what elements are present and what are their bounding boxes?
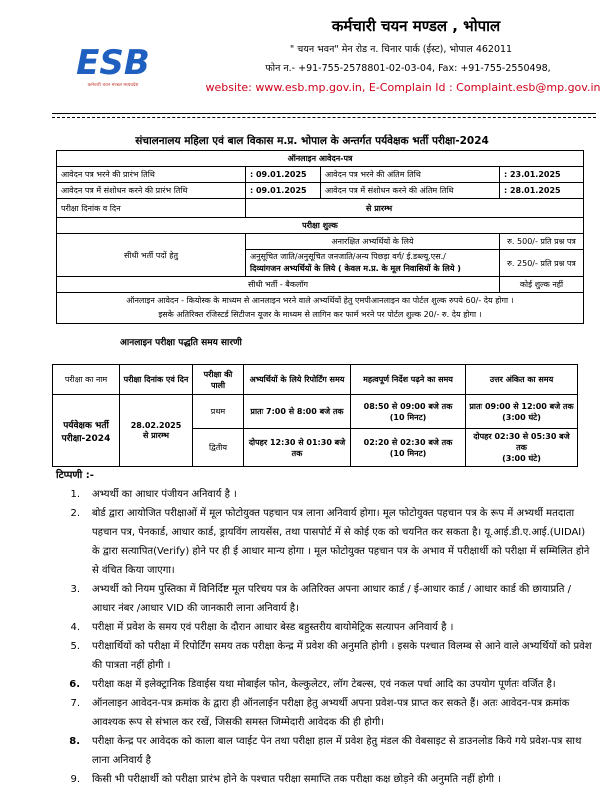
fee-unreserved: अनारक्षित अभ्यर्थियों के लिये <box>246 234 500 250</box>
shift-1-instr-duration: (10 मिनट) <box>389 412 427 422</box>
exam-day-value: से प्रारम्भ <box>246 199 584 218</box>
col-shift: परीक्षा की पाली <box>193 365 244 395</box>
fee-note-2: इसके अतिरिक्त रजिस्टर्ड सिटीजन यूजर के माध्यम से लागिन कर फार्म भरने पर पोर्टल शुल्क 20/- रु. देय होगा । <box>158 310 482 319</box>
col-instructions: महत्वपूर्ण निर्देश पढ़ने का समय <box>351 365 466 395</box>
fee-reserved-amount: रु. 250/- प्रति प्रश्न पत्र <box>500 250 584 277</box>
col-exam-name: परीक्षा का नाम <box>53 365 120 395</box>
last-date-value: : 23.01.2025 <box>500 167 584 183</box>
org-website: website: www.esb.mp.gov.in, E-Complain Id : Complaint.esb@mp.gov.in <box>205 81 601 94</box>
start-date-value: : 09.01.2025 <box>246 167 321 183</box>
exam-date-suffix: से प्रारम्भ <box>142 430 170 440</box>
edit-last-value: : 28.01.2025 <box>500 183 584 199</box>
note-item: 7. ऑनलाइन आवेदन-पत्र क्रमांक के द्वारा ही ऑनलाईन परीक्षा हेतु अभ्यर्थी अपना प्रवेश-पत्र प्राप्त कर सकते हैं। अतः आवेदन-पत्र क्रमांक आवश्यक रूप से संभाल कर रखें, जिसकी समस्त जिम्मेदारी आवेदक की ही होगी। <box>70 698 570 728</box>
esb-logo <box>72 36 154 90</box>
shift-1-answer-duration: (3:00 घंटे) <box>502 412 541 422</box>
note-item: 2. बोर्ड द्वारा आयोजित परीक्षाओं में मूल फोटोयुक्त पहचान पत्र लाना अनिवार्य होगा। मूल फोटोयुक्त पहचान पत्र के रूप में अभ्यर्थी मतदाता पहचान पत्र, पेनकार्ड, आधार कार्ड, ड्रायविंग लायसेंस, तथा पासपोर्ट में से कोई एक को चयनित कर सकता है। यू.आई.डी.ए.आई.(UIDAI) के द्वारा सत्यापित(Verify) होने पर ही ई आधार मान्य होगा । मूल फोटोयुक्त पहचान पत्र के अभाव में परीक्षार्थी को परीक्षा में सम्मिलित होने से वंचित किया जाएगा। <box>70 508 590 576</box>
fee-reserved: अनुसूचित जाति/अनुसूचित जनजाति/अन्य पिछड़ा वर्ग/ ई.डब्ल्यू.एस./ <box>250 252 446 261</box>
col-reporting: अभ्यर्थियों के लिये रिपोर्टिंग समय <box>244 365 351 395</box>
shift-2-instr-duration: (10 मिनट) <box>389 448 427 458</box>
fee-backlog: सीधी भर्ती - बैकलॉग <box>57 277 500 293</box>
shift-2-instr: 02:20 से 02:30 बजे तक <box>363 437 453 447</box>
edit-start-value: : 09.01.2025 <box>246 183 321 199</box>
fee-heading: परीक्षा शुल्क <box>57 218 584 234</box>
exam-day-label: परीक्षा दिनांक व दिन <box>57 199 246 218</box>
logo-text: ESB <box>76 43 150 83</box>
shift-1-report: प्रातः 7:00 से 8:00 बजे तक <box>244 395 351 429</box>
application-fee-table <box>56 150 584 324</box>
fee-category: सीधी भर्ती पदों हेतु <box>57 234 246 277</box>
shift-1-answer: प्रातः 09:00 से 12:00 बजे तक <box>469 401 574 411</box>
org-address: " चयन भवन" मेन रोड न. चिनार पार्क (ईस्ट), भोपाल 462011 <box>289 44 513 55</box>
col-exam-date: परीक्षा दिनांक एवं दिन <box>120 365 193 395</box>
schedule-heading: आनलाइन परीक्षा पद्धति समय सारणी <box>120 338 242 348</box>
schedule-table <box>52 364 578 467</box>
fee-unreserved-amount: रु. 500/- प्रति प्रश्न पत्र <box>500 234 584 250</box>
fee-note-1: ऑनलाइन आवेदन - कियोस्क के माध्यम से आनलाइन भरने वाले अभ्यर्थियों हेतु एमपीआनलाइन का पोर्टल शुल्क रुपये 60/- देय होगा । <box>126 296 514 305</box>
shift-2-answer-duration: (3:00 घंटे) <box>502 454 541 463</box>
exam-date: 28.02.2025 <box>130 420 182 430</box>
shift-2-answer: दोपहर 02:30 से 05:30 बजे तक <box>473 432 570 452</box>
notes-section <box>52 466 592 789</box>
notice-title: संचालनालय महिला एवं बाल विकास म.प्र. भोपाल के अन्तर्गत पर्यवेक्षक भर्ती परीक्षा-2024 <box>135 135 489 147</box>
shift-1-instr: 08:50 से 09:00 बजे तक <box>363 401 453 411</box>
org-name: कर्मचारी चयन मण्डल , भोपाल <box>331 17 501 35</box>
note-item: 8. परीक्षा केन्द्र पर आवेदक को काला बाल प्वाईट पेन तथा परीक्षा हाल में प्रवेश हेतु मंडल की वेबसाइट से डाउनलोड किये गये प्रवेश-पत्र साथ लाना अनिवार्य है <box>69 736 582 766</box>
note-item: 6. परीक्षा कक्ष में इलेक्ट्रानिक डिवाईस यथा मोबाईल फोन, केल्कुलेटर, लॉग टेबल्स, एवं नकल पर्चा आदि का उपयोग पूर्णतः वर्जित है। <box>69 679 556 690</box>
letterhead <box>186 16 606 94</box>
start-date-label: आवेदन पत्र भरने की प्रारंभ तिथि <box>57 167 246 183</box>
note-item: 9. किसी भी परीक्षार्थी को परीक्षा प्रारंभ होने के पश्चात परीक्षा समाप्ति तक परीक्षा कक्ष छोड़ने की अनुमति नहीं होगी । <box>70 774 501 785</box>
shift-1-name: प्रथम <box>193 395 244 429</box>
shift-2-report: दोपहर 12:30 से 01:30 बजे तक <box>244 429 351 467</box>
shift-2-name: द्वितीय <box>193 429 244 467</box>
application-heading: ऑनलाइन आवेदन-पत्र <box>57 151 584 167</box>
note-item: 1. अभ्यर्थी का आधार पंजीयन अनिवार्य है । <box>70 489 237 500</box>
edit-last-label: आवेदन पत्र में संशोधन करने की अंतिम तिथि <box>321 183 500 199</box>
note-item: 4. परीक्षा में प्रवेश के समय एवं परीक्षा के दौरान आधार बेस्ड बहुस्तरीय बायोमेट्रिक सत्यापन अनिवार्य है । <box>70 622 454 633</box>
col-answer: उत्तर अंकित का समय <box>466 365 578 395</box>
note-item: 3. अभ्यर्थी को नियम पुस्तिका में विनिर्दिष्ट मूल परिचय पत्र के अतिरिक्त अपना आधार कार्ड / ई-आधार कार्ड / आधार कार्ड की छायाप्रति /आधार नंबर /आधार VID की जानकारी लाना अनिवार्य है। <box>70 584 571 614</box>
note-item: 5. परीक्षार्थियों को परीक्षा में रिपोर्टिंग समय तक परीक्षा केन्द्र में प्रवेश की अनुमति होगी । इसके पश्चात विलम्ब से आने वाले अभ्यर्थियों को प्रवेश की पात्रता नहीं होगी । <box>70 641 592 671</box>
divider-dashed <box>52 117 596 118</box>
fee-reserved-2: दिव्यांगजन अभ्यर्थियों के लिये ( केवल म.प्र. के मूल निवासियों के लिये ) <box>250 264 461 273</box>
fee-backlog-amount: कोई शुल्क नहीं <box>500 277 584 293</box>
edit-start-label: आवेदन पत्र में संशोधन करने की प्रारंभ तिथि <box>57 183 246 199</box>
divider <box>52 113 596 114</box>
exam-name: पर्यवेक्षक भर्ती परीक्षा-2024 <box>53 395 120 467</box>
last-date-label: आवेदन पत्र भरने की अंतिम तिथि <box>321 167 500 183</box>
org-phone: फोन न.- +91-755-2578801-02-03-04, Fax: +91-755-2550498, <box>265 63 551 74</box>
logo-caption: कर्मचारी चयन मण्डल मध्यप्रदेश <box>87 83 139 88</box>
notes-heading: टिप्पणी :- <box>56 470 94 481</box>
